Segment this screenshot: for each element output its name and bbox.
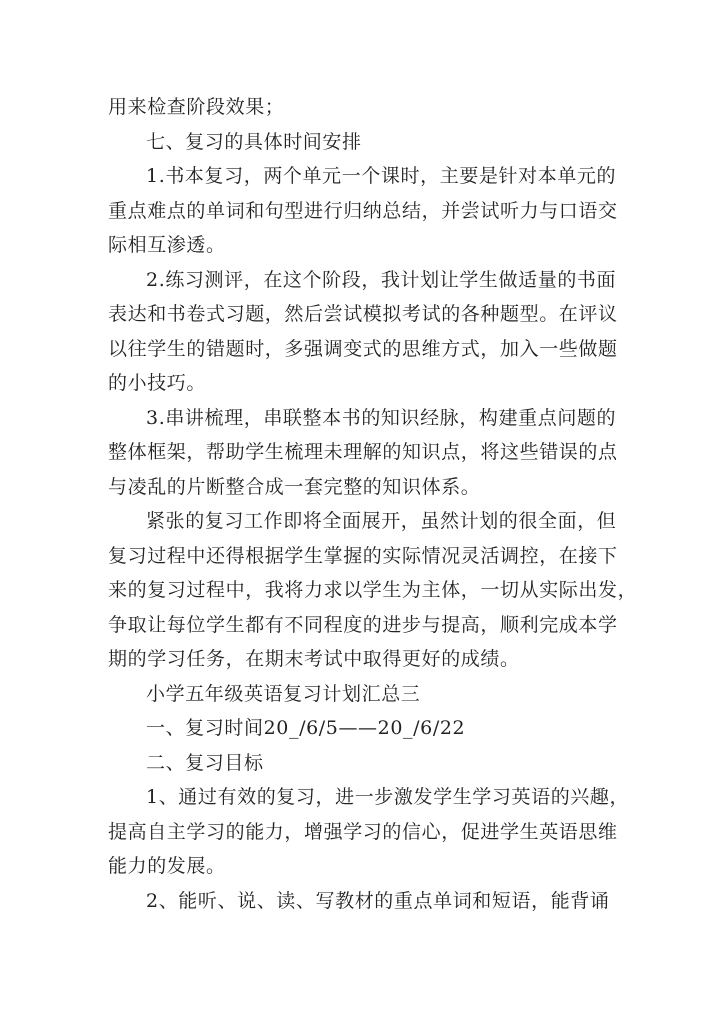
section-heading: 二、复习目标 xyxy=(146,751,264,774)
paragraph-start-line: 3.串讲梳理，串联整本书的知识经脉，构建重点问题的 xyxy=(146,406,617,429)
paragraph-start-line: 2、能听、说、读、写教材的重点单词和短语，能背诵 xyxy=(146,889,610,912)
section-heading: 一、复习时间20_/6/5——20_/6/22 xyxy=(146,717,466,739)
body-text-line: 与凌乱的片断整合成一套完整的知识体系。 xyxy=(108,475,481,498)
body-text-line: 以往学生的错题时，多强调变式的思维方式，加入一些做题 xyxy=(108,337,618,360)
paragraph-start-line: 2.练习测评，在这个阶段，我计划让学生做适量的书面 xyxy=(146,268,617,291)
document-subtitle: 小学五年级英语复习计划汇总三 xyxy=(146,682,421,705)
paragraph-start-line: 紧张的复习工作即将全面展开，虽然计划的很全面，但 xyxy=(146,510,617,532)
body-text-line: 际相互渗透。 xyxy=(108,234,226,256)
document-body xyxy=(108,90,638,918)
body-text-line: 重点难点的单词和句型进行归纳总结，并尝试听力与口语交 xyxy=(108,199,618,222)
section-heading: 七、复习的具体时间安排 xyxy=(146,130,362,153)
body-text-line: 期的学习任务，在期末考试中取得更好的成绩。 xyxy=(108,648,520,670)
body-text-line: 表达和书卷式习题，然后尝试模拟考试的各种题型。在评议 xyxy=(108,303,618,325)
body-text-line: 能力的发展。 xyxy=(108,855,226,877)
body-text-line: 的小技巧。 xyxy=(108,372,207,394)
body-text-line: 复习过程中还得根据学生掌握的实际情况灵活调控，在接下 xyxy=(108,544,618,567)
body-text-line: 提高自主学习的能力，增强学习的信心，促进学生英语思维 xyxy=(108,820,618,843)
body-text-line: 整体框架，帮助学生梳理未理解的知识点，将这些错误的点 xyxy=(108,441,618,463)
body-text-line: 争取让每位学生都有不同程度的进步与提高，顺利完成本学 xyxy=(108,613,618,636)
paragraph-start-line: 1、通过有效的复习，进一步激发学生学习英语的兴趣， xyxy=(146,786,630,808)
body-text-line: 用来检查阶段效果； xyxy=(108,96,285,118)
paragraph-start-line: 1.书本复习，两个单元一个课时，主要是针对本单元的 xyxy=(146,165,617,187)
body-text-line: 来的复习过程中，我将力求以学生为主体，一切从实际出发， xyxy=(108,579,638,601)
